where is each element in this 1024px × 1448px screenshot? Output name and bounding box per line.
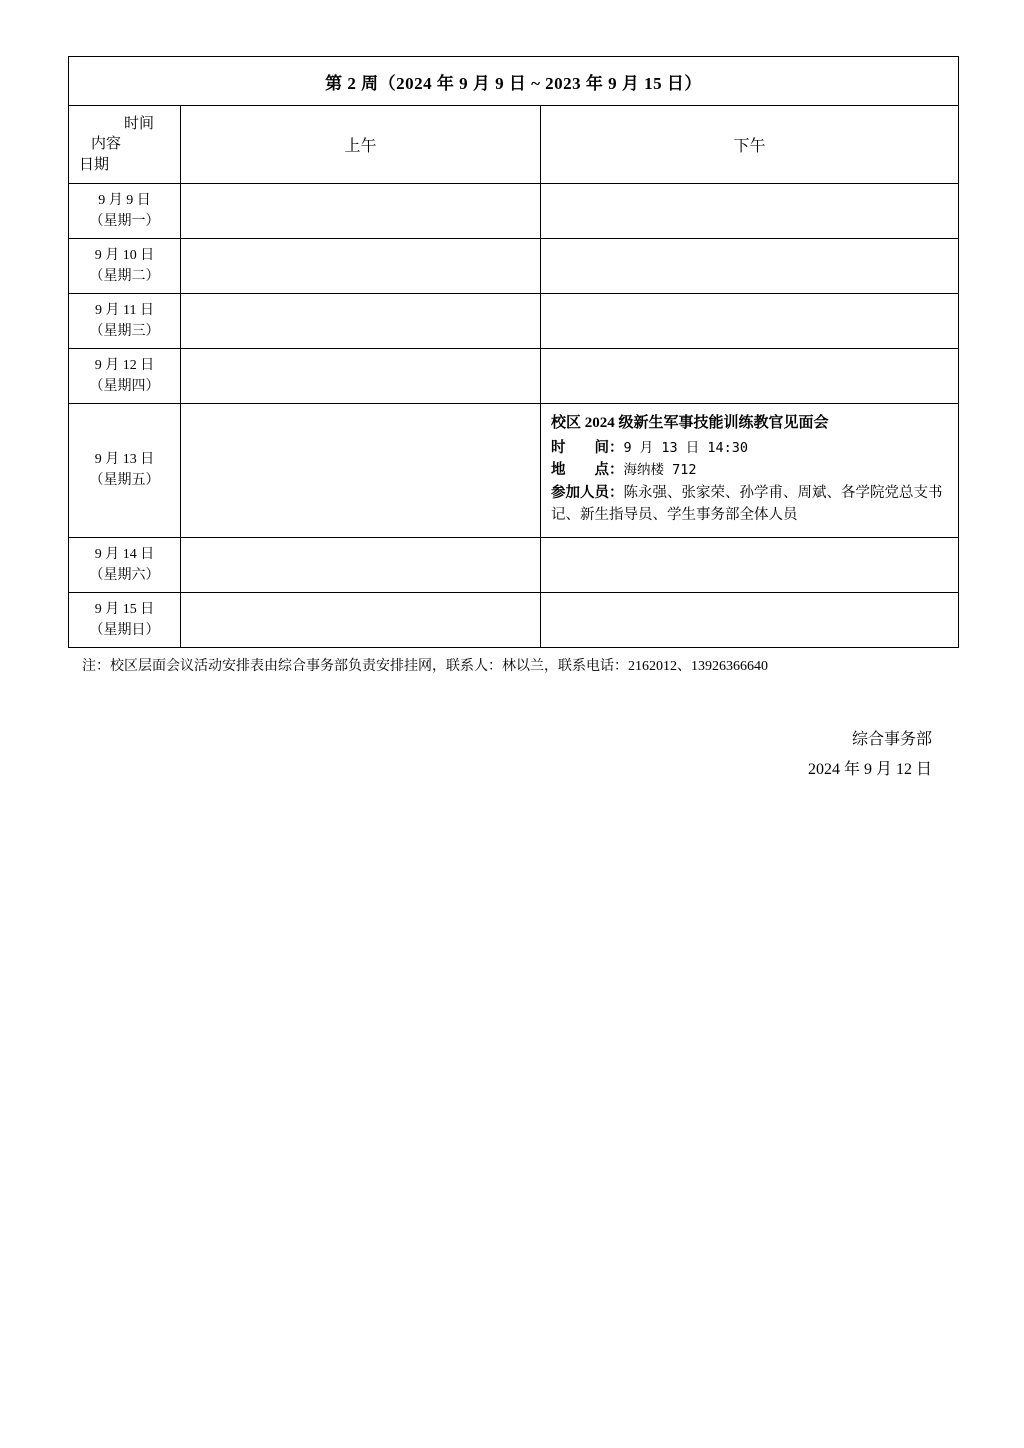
- cell-sunday-morning: [181, 592, 541, 647]
- row-date-saturday: [69, 537, 181, 592]
- row-date-monday: [69, 183, 181, 238]
- cell-monday-afternoon: [541, 183, 959, 238]
- date-line-2: （星期三）: [89, 323, 160, 339]
- date-line-2: （星期六）: [89, 567, 160, 583]
- table-row: [69, 537, 959, 592]
- event-people-value: 陈永强、张家荣、孙学甫、周斌、各学院党总支书记、新生指导员、学生事务部全体人员: [551, 484, 943, 524]
- date-line-1: 9 月 14 日: [94, 546, 155, 562]
- date-line-2: （星期一）: [89, 213, 160, 229]
- cell-saturday-morning: [181, 537, 541, 592]
- row-date-thursday: [69, 348, 181, 403]
- date-line-1: 9 月 9 日: [98, 192, 151, 208]
- cell-sunday-afternoon: [541, 592, 959, 647]
- event-time-value: 9 月 13 日 14:30: [623, 440, 749, 456]
- row-date-sunday: [69, 592, 181, 647]
- header-corner-time: 时间: [123, 116, 154, 132]
- date-line-1: 9 月 10 日: [94, 247, 155, 263]
- event-people-label: 参加人员：: [551, 484, 624, 501]
- cell-tuesday-afternoon: [541, 238, 959, 293]
- header-corner-cell: [69, 106, 181, 184]
- row-date-tuesday: [69, 238, 181, 293]
- event-place-value: 海纳楼 712: [623, 462, 697, 479]
- event-place-label: 地 点：: [551, 462, 624, 479]
- date-line-2: （星期二）: [89, 268, 160, 284]
- footer-note: 注：校区层面会议活动安排表由综合事务部负责安排挂网，联系人：林以兰，联系电话：2162012、13926366640: [82, 658, 768, 674]
- table-row: [69, 348, 959, 403]
- cell-wednesday-morning: [181, 293, 541, 348]
- cell-thursday-morning: [181, 348, 541, 403]
- table-title-row: [69, 57, 959, 106]
- date-line-1: 9 月 13 日: [94, 452, 155, 468]
- signature-date: 2024 年 9 月 12 日: [807, 761, 932, 779]
- date-line-2: （星期日）: [89, 622, 160, 638]
- page-title: 第 2 周（2024 年 9 月 9 日 ~ 2023 年 9 月 15 日）: [69, 57, 959, 106]
- cell-wednesday-afternoon: [541, 293, 959, 348]
- date-line-1: 9 月 11 日: [95, 302, 154, 318]
- header-corner-date: 日期: [79, 156, 110, 173]
- table-row: [69, 293, 959, 348]
- cell-tuesday-morning: [181, 238, 541, 293]
- header-morning: 上午: [181, 106, 541, 184]
- event-people-row: [551, 482, 948, 527]
- date-line-2: （星期四）: [89, 378, 160, 394]
- table-row: [69, 183, 959, 238]
- signature-block: [68, 725, 960, 786]
- table-row: [69, 592, 959, 647]
- table-row: [69, 238, 959, 293]
- row-date-friday: [69, 403, 181, 537]
- cell-friday-afternoon: [541, 403, 959, 537]
- event-time-label: 时 间：: [551, 440, 624, 456]
- cell-thursday-afternoon: [541, 348, 959, 403]
- signature-department: 综合事务部: [851, 730, 932, 748]
- cell-monday-morning: [181, 183, 541, 238]
- table-row: [69, 403, 959, 537]
- event-block: [541, 404, 958, 537]
- cell-friday-morning: [181, 403, 541, 537]
- date-line-1: 9 月 12 日: [94, 357, 155, 373]
- event-title: 校区 2024 级新生军事技能训练教官见面会: [551, 414, 829, 431]
- table-header-row: [69, 106, 959, 184]
- row-date-wednesday: [69, 293, 181, 348]
- header-corner-content: 内容: [91, 136, 122, 153]
- weekly-schedule-table: [68, 56, 959, 648]
- header-afternoon: 下午: [541, 106, 959, 184]
- date-line-1: 9 月 15 日: [94, 601, 155, 617]
- event-place-row: [551, 459, 948, 481]
- cell-saturday-afternoon: [541, 537, 959, 592]
- date-line-2: （星期五）: [89, 473, 160, 489]
- event-time-row: [551, 437, 948, 459]
